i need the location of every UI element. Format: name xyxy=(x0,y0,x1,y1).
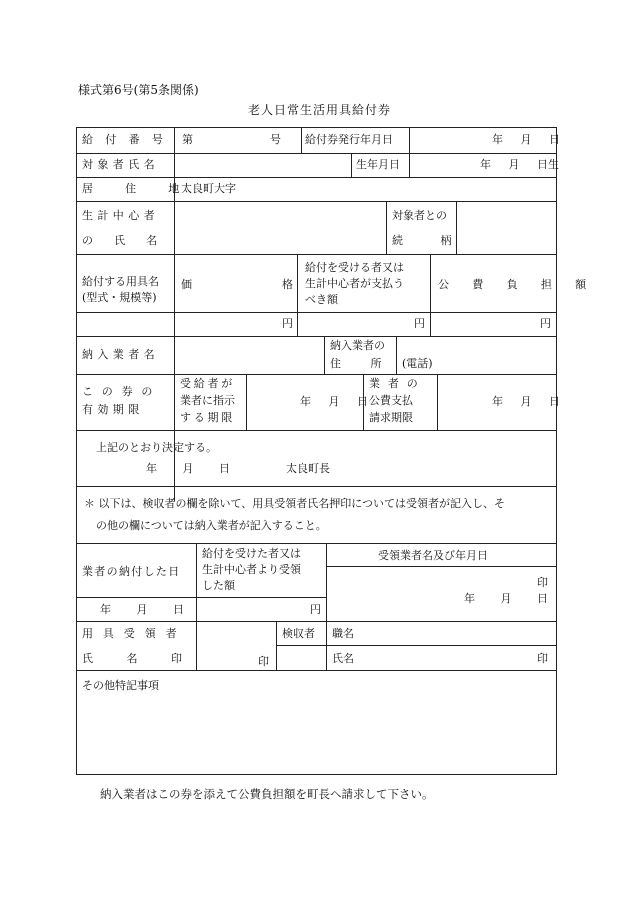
inspector-name-label: 氏名 xyxy=(332,652,354,665)
note-line-1: ＊ 以下は、検収者の欄を除いて、用具受領者氏名押印については受領者が記入し、そ xyxy=(84,497,506,510)
validity-label-2: 有効期限 xyxy=(82,403,144,416)
form-number-label: 様式第6号(第5条関係) xyxy=(78,83,199,97)
delivery-date-value: 年 月 日 xyxy=(100,603,184,616)
price-label-right: 格 xyxy=(282,278,293,291)
relation-label-2: 続 柄 xyxy=(392,234,452,247)
claim-deadline-2: 公費支払 xyxy=(369,394,413,407)
relation-label: 対象者との xyxy=(392,209,447,222)
instruction-deadline-1: 受給者が xyxy=(180,377,235,390)
receiver-seal: 印 xyxy=(258,655,269,668)
dai-text: 第 xyxy=(182,133,193,146)
inspector-seal: 印 xyxy=(537,652,548,665)
item-name-label: 給付する用具名 xyxy=(82,275,159,288)
claim-deadline-1: 業 者 の xyxy=(369,377,420,390)
decision-text: 上記のとおり決定する。 xyxy=(96,441,217,454)
received-yen: 円 xyxy=(310,603,321,616)
vendor-name-label: 納入業者名 xyxy=(82,348,159,361)
vendor-address-label-2: 住 所 xyxy=(330,357,382,370)
birth-label: 生年月日 xyxy=(356,158,400,171)
address-value: 太良町大字 xyxy=(181,182,236,195)
yen-3: 円 xyxy=(540,317,551,330)
receiver-label: 用具受領者 xyxy=(82,627,187,640)
remarks-label: その他特記事項 xyxy=(82,679,159,692)
household-head-label-2: の 氏 名 xyxy=(82,234,166,247)
vendor-seal: 印 xyxy=(537,576,548,589)
price-label-left: 価 xyxy=(181,278,192,291)
claim-deadline-3: 請求期限 xyxy=(369,411,413,424)
issue-date-label: 給付券発行年月日 xyxy=(305,133,393,146)
recipient-name-label: 対象者氏名 xyxy=(82,158,159,171)
instruction-date: 年 月 日 xyxy=(300,395,368,408)
inspector-label: 検収者 xyxy=(282,627,315,640)
note-line-2: の他の欄については納入業者が記入すること。 xyxy=(96,519,327,532)
payment-label-1: 給付を受ける者又は xyxy=(305,261,404,274)
gou-text: 号 xyxy=(270,133,281,146)
phone-label: (電話) xyxy=(402,357,433,370)
yen-1: 円 xyxy=(282,317,293,330)
instruction-deadline-3: する期限 xyxy=(180,411,235,424)
received-amount-2: 生計中心者より受領 xyxy=(202,563,301,576)
received-amount-3: した額 xyxy=(202,579,235,592)
footer-note: 納入業者はこの券を添えて公費負担額を町長へ請求して下さい。 xyxy=(100,787,434,801)
delivery-date-label: 業者の納付した日 xyxy=(82,565,181,578)
household-head-label: 生計中心者 xyxy=(82,209,159,222)
vendor-address-label: 納入業者の xyxy=(330,339,385,352)
vendor-date: 年 月 日 xyxy=(464,592,548,605)
issue-date-value: 年 月 日 xyxy=(492,133,560,146)
payment-label-3: べき額 xyxy=(305,293,338,306)
decision-date: 年 月 日 xyxy=(146,462,230,475)
receiving-vendor-label: 受領業者名及び年月日 xyxy=(378,549,488,562)
address-label: 居 住 地 xyxy=(82,182,194,195)
claim-date: 年 月 日 xyxy=(492,395,560,408)
receiver-label-2: 氏 名 印 xyxy=(82,652,182,665)
received-amount-1: 給付を受けた者又は xyxy=(202,547,301,560)
form-title: 老人日常生活用具給付券 xyxy=(248,103,392,117)
mayor-label: 太良町長 xyxy=(286,462,330,475)
public-cost-label: 公 費 負 担 額 xyxy=(438,278,597,291)
payment-label-2: 生計中心者が支払う xyxy=(305,277,404,290)
bangou-label: 給 付 番 号 xyxy=(82,133,168,146)
item-spec-label: (型式・規模等) xyxy=(82,291,157,304)
yen-2: 円 xyxy=(414,317,425,330)
post-label: 職名 xyxy=(332,627,354,640)
instruction-deadline-2: 業者に指示 xyxy=(180,394,235,407)
validity-label: この券の xyxy=(82,385,162,398)
birth-value: 年 月 日生 xyxy=(480,158,559,171)
